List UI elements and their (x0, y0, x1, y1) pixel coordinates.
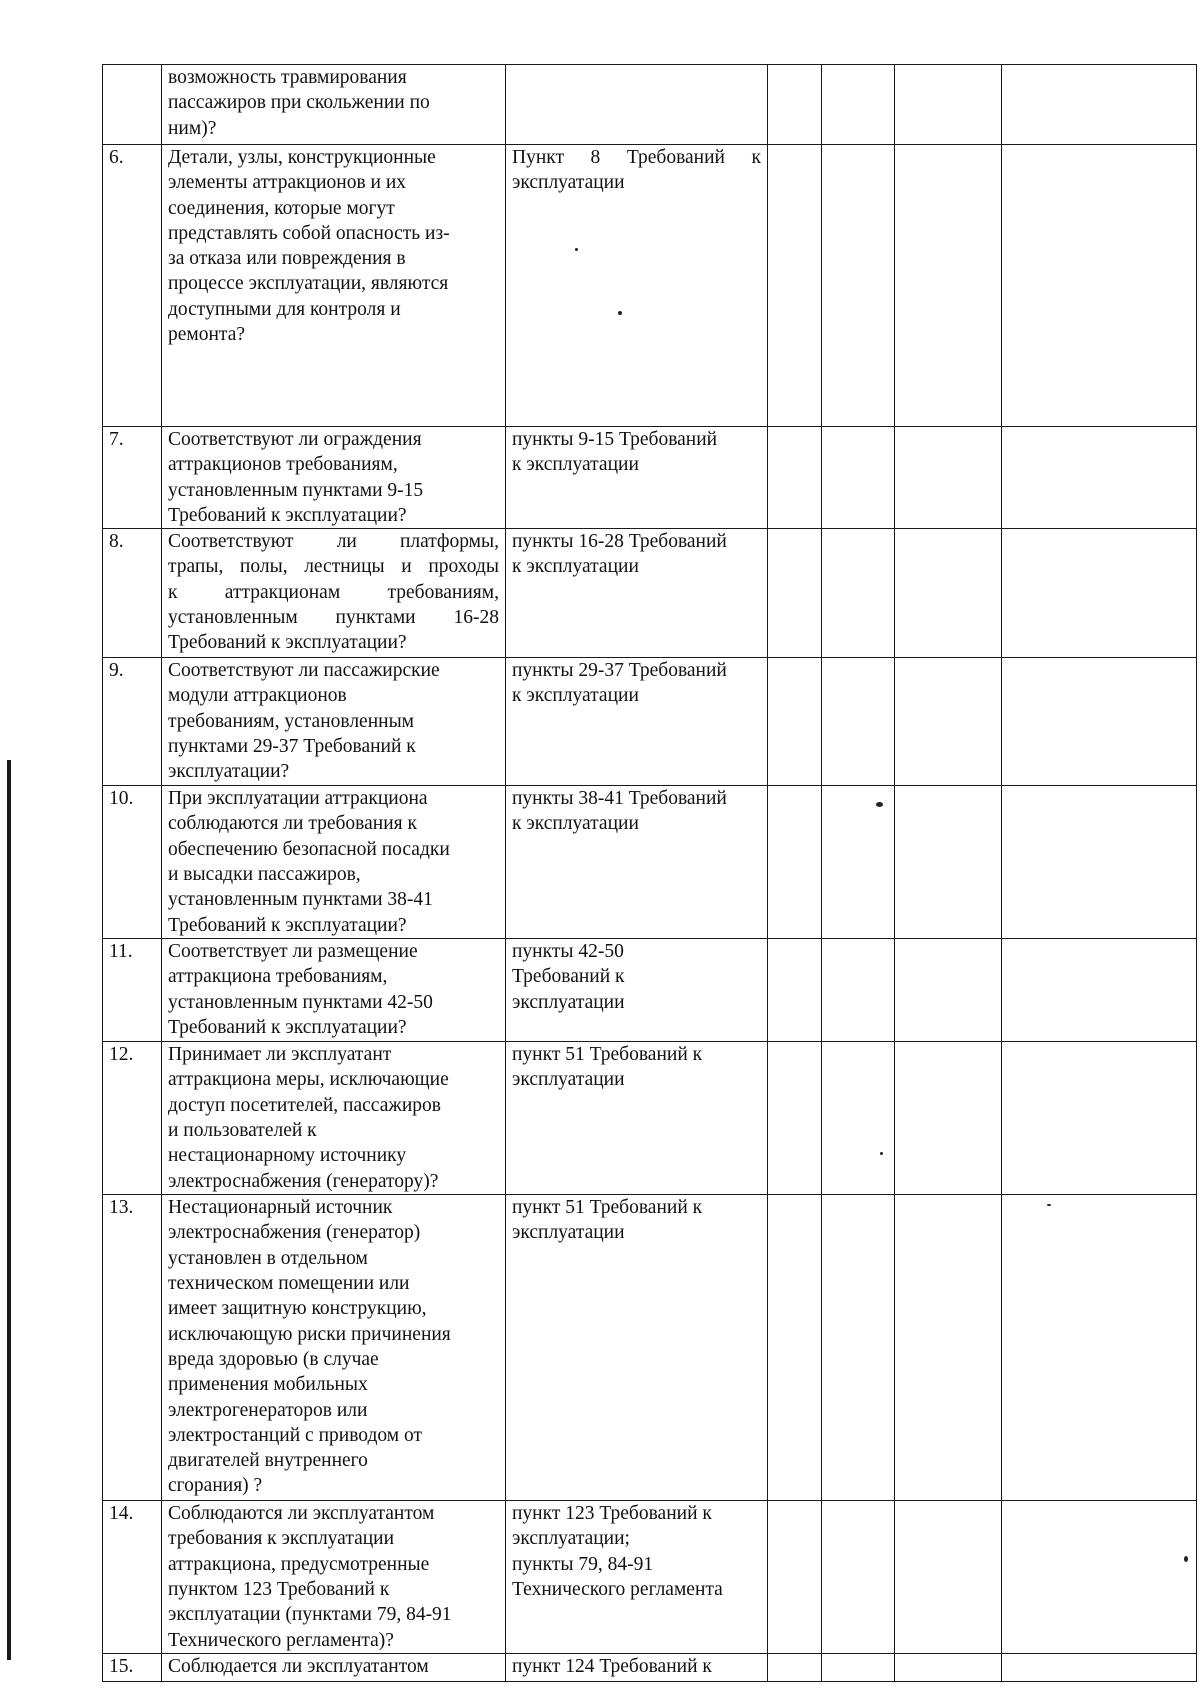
reference-line: пункты 29-37 Требований (512, 660, 727, 682)
table-row (103, 786, 1197, 939)
question-line: Соответствуют ли ограждения (168, 429, 422, 450)
question-line: представлять собой опасность из- (168, 222, 450, 244)
row-number: 14. (103, 1501, 162, 1654)
answer-cell[interactable] (1002, 939, 1197, 1042)
reference-line: к эксплуатации (512, 454, 639, 476)
question-line: доступными для контроля и (168, 298, 401, 320)
reference-line: эксплуатации (512, 991, 625, 1013)
answer-cell[interactable] (822, 65, 895, 145)
question-line: электростанций с приводом от (168, 1424, 422, 1446)
reference-cell (506, 1195, 768, 1501)
row-number: 15. (103, 1654, 162, 1682)
answer-cell[interactable] (768, 939, 822, 1042)
question-line: Требований к эксплуатации? (168, 504, 407, 526)
answer-cell[interactable] (1002, 1195, 1197, 1501)
question-cell (162, 1654, 506, 1682)
reference-cell (506, 1042, 768, 1195)
answer-cell[interactable] (1002, 529, 1197, 658)
answer-cell[interactable] (895, 1654, 1002, 1682)
table-row (103, 1501, 1197, 1654)
scan-speck (618, 311, 622, 315)
question-cell (162, 786, 506, 939)
answer-cell[interactable] (895, 786, 1002, 939)
table-row (103, 145, 1197, 427)
question-line: Требований к эксплуатации? (168, 632, 407, 654)
question-line: процессе эксплуатации, являются (168, 273, 449, 295)
reference-line: пункт 51 Требований к (512, 1044, 703, 1066)
answer-cell[interactable] (895, 1042, 1002, 1195)
row-number: 7. (103, 427, 162, 529)
question-line: установленным пунктами 16-28 (168, 607, 499, 629)
answer-cell[interactable] (895, 1501, 1002, 1654)
reference-line: пункт 51 Требований к (512, 1197, 703, 1219)
question-line: требования к эксплуатации (168, 1528, 395, 1550)
row-number: 9. (103, 658, 162, 786)
reference-cell (506, 65, 768, 145)
table-row (103, 1042, 1197, 1195)
answer-cell[interactable] (895, 1195, 1002, 1501)
question-line: пассажиров при скольжении по (168, 92, 430, 114)
reference-line: эксплуатации (512, 1069, 625, 1091)
question-line: техническом помещении или (168, 1273, 410, 1295)
answer-cell[interactable] (1002, 1501, 1197, 1654)
reference-line: пункты 38-41 Требований (512, 788, 727, 810)
answer-cell[interactable] (1002, 145, 1197, 427)
question-line: Требований к эксплуатации? (168, 914, 407, 936)
answer-cell[interactable] (1002, 427, 1197, 529)
question-line: пунктом 123 Требований к (168, 1579, 390, 1601)
question-line: Соответствуют ли пассажирские (168, 660, 440, 682)
answer-cell[interactable] (895, 145, 1002, 427)
table-row (103, 65, 1197, 145)
question-line: требованиям, установленным (168, 710, 415, 732)
answer-cell[interactable] (768, 427, 822, 529)
question-line: сгорания) ? (168, 1475, 263, 1497)
scan-speck (1184, 1556, 1188, 1562)
question-line: установленным пунктами 42-50 (168, 991, 433, 1013)
question-line: аттракциона меры, исключающие (168, 1069, 449, 1091)
question-line: пунктами 29-37 Требований к (168, 736, 416, 758)
question-cell (162, 1195, 506, 1501)
question-line: нестационарному источнику (168, 1145, 407, 1167)
scan-speck (575, 248, 578, 251)
reference-cell (506, 1501, 768, 1654)
question-line: электроснабжения (генератору)? (168, 1170, 439, 1192)
question-line: имеет защитную конструкцию, (168, 1298, 427, 1320)
question-line: ним)? (168, 117, 217, 139)
question-line: применения мобильных (168, 1374, 368, 1396)
answer-cell[interactable] (895, 529, 1002, 658)
row-number: 8. (103, 529, 162, 658)
question-cell (162, 1042, 506, 1195)
answer-cell[interactable] (822, 427, 895, 529)
reference-line: пункт 123 Требований к (512, 1503, 712, 1525)
checklist-table (102, 64, 1197, 1682)
reference-line: эксплуатации (512, 1222, 625, 1244)
question-cell (162, 529, 506, 658)
answer-cell[interactable] (895, 939, 1002, 1042)
reference-line: к эксплуатации (512, 813, 639, 835)
question-line: вреда здоровью (в случае (168, 1348, 379, 1370)
question-line: Принимает ли эксплуатант (168, 1044, 392, 1066)
answer-cell[interactable] (822, 145, 895, 427)
question-line: эксплуатации (пунктами 79, 84-91 (168, 1604, 452, 1626)
question-line: доступ посетителей, пассажиров (168, 1094, 441, 1116)
answer-cell[interactable] (1002, 65, 1197, 145)
question-cell (162, 658, 506, 786)
question-line: Нестационарный источник (168, 1197, 393, 1219)
answer-cell[interactable] (1002, 1654, 1197, 1682)
reference-line: эксплуатации; (512, 1528, 630, 1550)
answer-cell[interactable] (822, 658, 895, 786)
row-number: 11. (103, 939, 162, 1042)
answer-cell[interactable] (768, 1042, 822, 1195)
answer-cell[interactable] (768, 786, 822, 939)
scan-margin-bar (7, 760, 11, 1660)
table-row (103, 939, 1197, 1042)
question-line: Технического регламента)? (168, 1629, 394, 1651)
answer-cell[interactable] (822, 786, 895, 939)
question-line: исключающую риски причинения (168, 1323, 451, 1345)
question-line: трапы, полы, лестницы и проходы (168, 556, 499, 578)
answer-cell[interactable] (895, 65, 1002, 145)
question-line: к аттракционам требованиям, (168, 581, 499, 603)
reference-line: пункты 9-15 Требований (512, 429, 718, 450)
reference-cell (506, 786, 768, 939)
reference-cell (506, 145, 768, 427)
scan-speck (1047, 1204, 1051, 1206)
question-line: обеспечению безопасной посадки (168, 838, 450, 860)
question-line: установлен в отдельном (168, 1247, 368, 1269)
question-line: и высадки пассажиров, (168, 864, 361, 886)
question-line: аттракциона, предусмотренные (168, 1553, 430, 1575)
question-line: Требований к эксплуатации? (168, 1017, 407, 1039)
question-line: модули аттракционов (168, 685, 347, 707)
reference-line: пункты 79, 84-91 (512, 1553, 654, 1575)
question-line: эксплуатации? (168, 761, 290, 783)
question-line: Соответствуют ли платформы, (168, 531, 499, 553)
reference-line: пункты 42-50 (512, 941, 624, 963)
table-row (103, 658, 1197, 786)
reference-cell (506, 427, 768, 529)
question-line: При эксплуатации аттракциона (168, 788, 428, 810)
scan-speck (876, 802, 883, 807)
answer-cell[interactable] (768, 1501, 822, 1654)
reference-line: к эксплуатации (512, 685, 639, 707)
answer-cell[interactable] (822, 1042, 895, 1195)
question-line: соединения, которые могут (168, 197, 395, 219)
question-line: Соответствует ли размещение (168, 941, 418, 963)
question-cell (162, 65, 506, 145)
reference-line: к эксплуатации (512, 556, 639, 578)
row-number: 12. (103, 1042, 162, 1195)
question-line: Соблюдаются ли эксплуатантом (168, 1503, 435, 1525)
question-line: двигателей внутреннего (168, 1450, 368, 1472)
reference-line: пункт 124 Требований к (512, 1656, 712, 1678)
question-line: ремонта? (168, 324, 246, 346)
question-line: и пользователей к (168, 1120, 317, 1142)
question-line: Детали, узлы, конструкционные (168, 147, 436, 168)
answer-cell[interactable] (822, 529, 895, 658)
table-row (103, 1195, 1197, 1501)
answer-cell[interactable] (1002, 1042, 1197, 1195)
question-line: установленным пунктами 9-15 (168, 479, 424, 501)
answer-cell[interactable] (768, 145, 822, 427)
question-line: возможность травмирования (168, 67, 407, 88)
question-cell (162, 1501, 506, 1654)
answer-cell[interactable] (895, 427, 1002, 529)
checklist-body (103, 65, 1197, 1682)
reference-cell (506, 658, 768, 786)
reference-line: эксплуатации (512, 172, 625, 194)
question-line: электрогенераторов или (168, 1399, 368, 1421)
reference-cell (506, 939, 768, 1042)
table-row (103, 427, 1197, 529)
question-line: за отказа или повреждения в (168, 248, 406, 270)
answer-cell[interactable] (1002, 658, 1197, 786)
answer-cell[interactable] (895, 658, 1002, 786)
reference-line: пункты 16-28 Требований (512, 531, 727, 553)
question-line: элементы аттракционов и их (168, 172, 407, 194)
answer-cell[interactable] (768, 658, 822, 786)
scan-speck (880, 1152, 883, 1155)
reference-cell (506, 529, 768, 658)
answer-cell[interactable] (768, 65, 822, 145)
question-line: установленным пунктами 38-41 (168, 889, 433, 911)
row-number: 10. (103, 786, 162, 939)
row-number (103, 65, 162, 145)
question-line: аттракционов требованиям, (168, 454, 398, 476)
reference-line: Пункт 8 Требований к (512, 147, 761, 168)
reference-cell (506, 1654, 768, 1682)
reference-line: Требований к (512, 966, 625, 988)
answer-cell[interactable] (822, 1501, 895, 1654)
question-cell (162, 939, 506, 1042)
answer-cell[interactable] (822, 1195, 895, 1501)
question-line: Соблюдается ли эксплуатантом (168, 1656, 429, 1678)
question-line: аттракциона требованиям, (168, 966, 388, 988)
table-row (103, 1654, 1197, 1682)
row-number: 6. (103, 145, 162, 427)
question-line: соблюдаются ли требования к (168, 813, 417, 835)
answer-cell[interactable] (768, 1195, 822, 1501)
answer-cell[interactable] (822, 1654, 895, 1682)
answer-cell[interactable] (768, 1654, 822, 1682)
row-number: 13. (103, 1195, 162, 1501)
question-line: электроснабжения (генератор) (168, 1222, 421, 1244)
answer-cell[interactable] (1002, 786, 1197, 939)
question-cell (162, 145, 506, 427)
answer-cell[interactable] (768, 529, 822, 658)
reference-line: Технического регламента (512, 1579, 723, 1601)
table-row (103, 529, 1197, 658)
question-cell (162, 427, 506, 529)
answer-cell[interactable] (822, 939, 895, 1042)
